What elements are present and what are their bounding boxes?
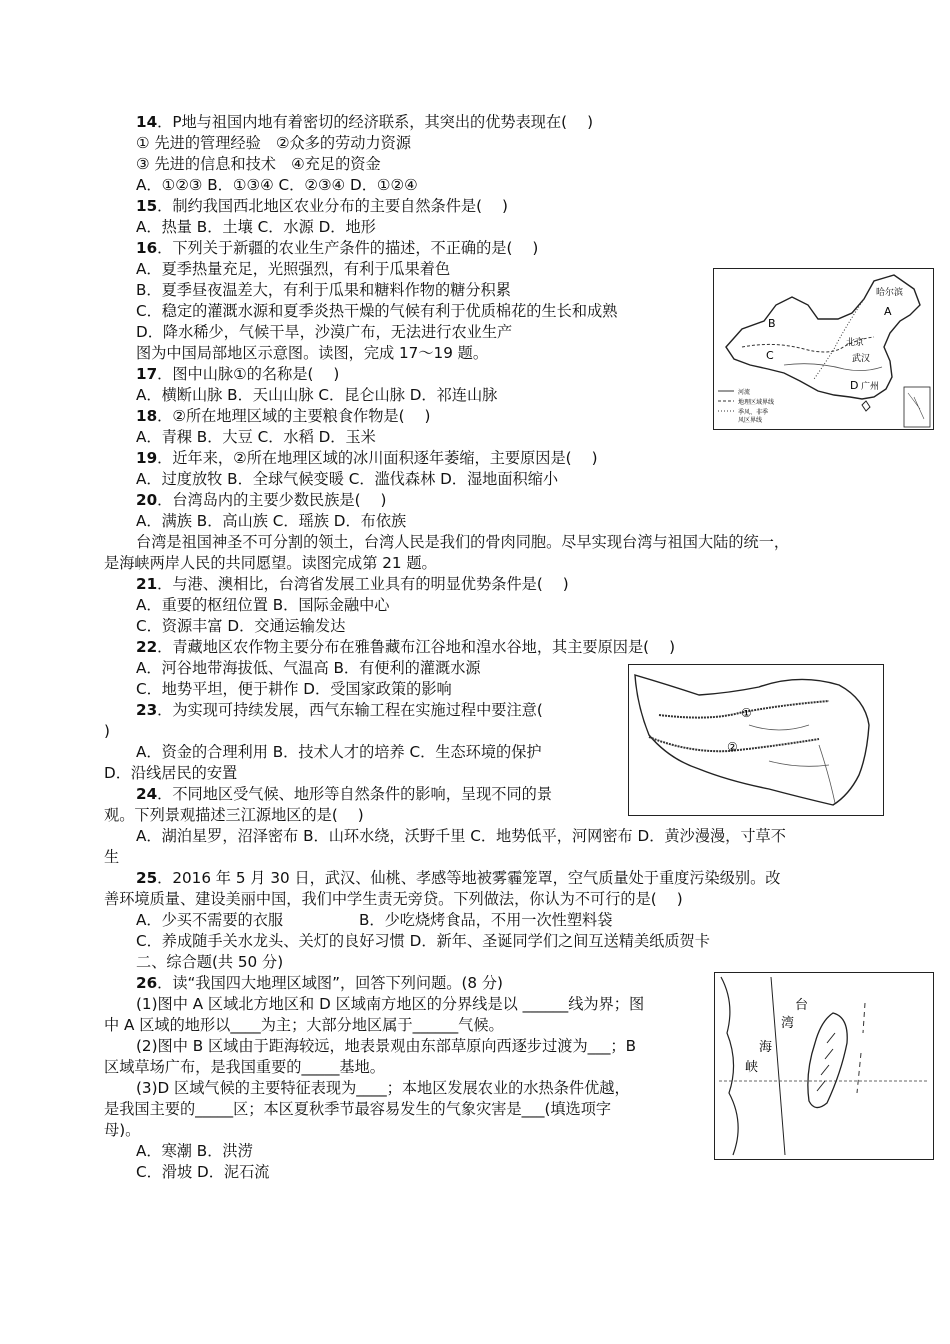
- label-tai: 台: [795, 998, 809, 1013]
- line-text: A．资金的合理利用 B．技术人才的培养 C．生态环境的保护: [136, 743, 542, 761]
- line-text: C．稳定的灌溉水源和夏季炎热干燥的气候有利于优质棉花的生长和成熟: [136, 302, 618, 320]
- text-line: [136, 1141, 253, 1162]
- text-line: [136, 973, 503, 994]
- text-line: [136, 994, 644, 1015]
- line-text: ．为实现可持续发展，西气东输工程在实施过程中要注意(: [157, 701, 543, 719]
- legend-monsoon-1: 季风、非季: [738, 409, 769, 416]
- line-text: A．①②③ B．①③④ C．②③④ D．①②④: [136, 176, 418, 194]
- taiwan-island: [808, 1013, 847, 1108]
- line-text: 二、综合题(共 50 分): [136, 953, 284, 971]
- text-line: [136, 343, 488, 364]
- label-guangzhou: 广州: [861, 382, 880, 392]
- text-line: [136, 910, 612, 931]
- line-text: A．热量 B．土壤 C．水源 D．地形: [136, 218, 376, 236]
- label-c: C: [766, 349, 774, 362]
- line-text: ．②所在地理区域的主要粮食作物是( ): [157, 407, 431, 425]
- text-line: [136, 301, 617, 322]
- text-line: [136, 511, 406, 532]
- line-text: ．台湾岛内的主要少数民族是( ): [157, 491, 387, 509]
- text-line: [104, 553, 437, 574]
- line-text: ．P地与祖国内地有着密切的经济联系，其突出的优势表现在( ): [157, 113, 594, 131]
- text-line: [136, 364, 339, 385]
- question-number: 15: [136, 197, 158, 215]
- line-text: ．下列关于新疆的农业生产条件的描述，不正确的是( ): [157, 239, 539, 257]
- legend-monsoon-2: 风区界线: [738, 417, 763, 424]
- line-text: ．图中山脉①的名称是( ): [157, 365, 340, 383]
- text-line: [104, 889, 683, 910]
- text-line: [104, 847, 119, 868]
- question-number: 19: [136, 449, 158, 467]
- line-text: ): [104, 722, 110, 740]
- line-text: A．过度放牧 B．全球气候变暖 C．滥伐森林 D．湿地面积缩小: [136, 470, 559, 488]
- mainland-coast: [721, 977, 738, 1155]
- text-line: [136, 469, 558, 490]
- text-line: [136, 952, 283, 973]
- text-line: [136, 406, 430, 427]
- text-line: [136, 280, 511, 301]
- text-line: [104, 1057, 385, 1078]
- line-text: A．河谷地带海拔低、气温高 B．有便利的灌溉水源: [136, 659, 481, 677]
- text-line: [136, 574, 569, 595]
- line-text: B．夏季昼夜温差大，有利于瓜果和糖料作物的糖分积累: [136, 281, 511, 299]
- line-text: 台湾是祖国神圣不可分割的领土，台湾人民是我们的骨肉同胞。尽早实现台湾与祖国大陆的统一，: [136, 533, 790, 551]
- line-text: (3)D 区域气候的主要特征表现为____；本地区发展农业的水热条件优越，: [136, 1079, 630, 1097]
- text-line: [136, 700, 543, 721]
- line-text: ．2016 年 5 月 30 日，武汉、仙桃、孝感等地被雾霾笼罩，空气质量处于重度污染级别。改: [157, 869, 781, 887]
- label-a: A: [884, 305, 892, 318]
- question-number: 14: [136, 113, 158, 131]
- text-line: [104, 721, 110, 742]
- label-beijing: 北京: [846, 338, 865, 348]
- river-lines: [749, 725, 835, 803]
- text-line: [136, 259, 450, 280]
- text-line: [136, 595, 389, 616]
- plateau-outline: [635, 675, 869, 805]
- line-text: (2)图中 B 区域由于距海较远，地表景观由东部草原向西逐步过渡为___；B: [136, 1037, 637, 1055]
- text-line: [136, 322, 512, 343]
- question-number: 18: [136, 407, 158, 425]
- line-text: C．滑坡 D．泥石流: [136, 1163, 270, 1181]
- line-text: ．不同地区受气候、地形等自然条件的影响，呈现不同的景: [157, 785, 553, 803]
- label-hai: 海: [759, 1040, 773, 1055]
- label-xia: 峡: [745, 1060, 759, 1075]
- line-text: A．重要的枢纽位置 B．国际金融中心: [136, 596, 390, 614]
- line-text: A．寒潮 B．洪涝: [136, 1142, 253, 1160]
- line-text: 图为中国局部地区示意图。读图，完成 17～19 题。: [136, 344, 489, 362]
- island-mountains: [817, 1033, 835, 1091]
- line-text: A．夏季热量充足，光照强烈，有利于瓜果着色: [136, 260, 451, 278]
- dashed-boundary: [857, 1003, 865, 1093]
- text-line: [136, 196, 508, 217]
- question-number: 24: [136, 785, 158, 803]
- label-b: B: [768, 317, 776, 330]
- line-text: D．沿线居民的安置: [104, 764, 238, 782]
- meridian-line: [771, 977, 785, 1155]
- china-regions-map: [713, 268, 934, 430]
- label-d: D: [850, 379, 859, 392]
- text-line: [136, 616, 345, 637]
- line-text: C．养成随手关水龙头、关灯的良好习惯 D．新年、圣诞同学们之间互送精美纸质贺卡: [136, 932, 710, 950]
- text-line: [104, 805, 364, 826]
- text-line: [136, 1078, 630, 1099]
- line-text: ．与港、澳相比，台湾省发展工业具有的明显优势条件是( ): [157, 575, 569, 593]
- line-text: A．横断山脉 B．天山山脉 C．昆仑山脉 D．祁连山脉: [136, 386, 498, 404]
- text-line: [136, 784, 552, 805]
- line-text: 区域草场广布，是我国重要的_____基地。: [104, 1058, 385, 1076]
- line-text: 生: [104, 848, 120, 866]
- text-line: [136, 154, 381, 175]
- text-line: [136, 133, 411, 154]
- taiwan-map: [714, 972, 934, 1160]
- question-number: 23: [136, 701, 158, 719]
- text-line: [136, 490, 386, 511]
- line-text: 中 A 区域的地形以____为主；大部分地区属于______气候。: [104, 1016, 504, 1034]
- line-text: C．资源丰富 D．交通运输发达: [136, 617, 346, 635]
- line-text: D．降水稀少，气候干旱，沙漠广布，无法进行农业生产: [136, 323, 513, 341]
- text-line: [136, 532, 789, 553]
- line-text: 是海峡两岸人民的共同愿望。读图完成第 21 题。: [104, 554, 437, 572]
- text-line: [136, 1162, 269, 1183]
- island-shape: [862, 401, 870, 411]
- text-line: [136, 658, 481, 679]
- line-text: ．读“我国四大地理区域图”，回答下列问题。(8 分): [157, 974, 503, 992]
- tibet-map: [628, 664, 884, 816]
- text-line: [136, 112, 593, 133]
- line-text: ③ 先进的信息和技术 ④充足的资金: [136, 155, 381, 173]
- text-line: [136, 637, 675, 658]
- text-line: [136, 679, 452, 700]
- line-text: A．少买不需要的衣服 B．少吃烧烤食品，不用一次性塑料袋: [136, 911, 613, 929]
- text-line: [104, 1015, 504, 1036]
- text-line: [136, 238, 538, 259]
- line-text: A．满族 B．高山族 C．瑶族 D．布依族: [136, 512, 407, 530]
- line-text: 母)。: [104, 1121, 141, 1139]
- line-text: 善环境质量、建设美丽中国，我们中学生责无旁贷。下列做法，你认为不可行的是( ): [104, 890, 683, 908]
- line-text: C．地势平坦，便于耕作 D．受国家政策的影响: [136, 680, 452, 698]
- line-text: 是我国主要的_____区；本区夏秋季节最容易发生的气象灾害是___(填选项字: [104, 1100, 612, 1118]
- label-mountain-2: ②: [727, 740, 738, 754]
- line-text: (1)图中 A 区域北方地区和 D 区域南方地区的分界线是以 ______线为界；图: [136, 995, 645, 1013]
- label-mountain-1: ①: [741, 706, 752, 720]
- text-line: [136, 1036, 636, 1057]
- line-text: 观。下列景观描述三江源地区的是( ): [104, 806, 364, 824]
- text-line: [136, 427, 376, 448]
- question-number: 21: [136, 575, 158, 593]
- text-line: [136, 868, 780, 889]
- text-line: [136, 742, 542, 763]
- label-wuhan: 武汉: [852, 354, 871, 364]
- question-number: 20: [136, 491, 158, 509]
- label-harbin: 哈尔滨: [876, 288, 904, 298]
- text-line: [104, 1099, 611, 1120]
- text-line: [104, 1120, 140, 1141]
- legend-boundary: 地理区域界线: [738, 399, 775, 406]
- line-text: A．湖泊星罗，沼泽密布 B．山环水绕，沃野千里 C．地势低平，河网密布 D．黄沙漫漫，寸草不: [136, 827, 786, 845]
- line-text: ① 先进的管理经验 ②众多的劳动力资源: [136, 134, 412, 152]
- line-text: ．制约我国西北地区农业分布的主要自然条件是( ): [157, 197, 508, 215]
- south-sea-inset: [908, 393, 924, 419]
- text-line: [136, 826, 786, 847]
- legend-river: 河流: [738, 389, 751, 396]
- question-number: 16: [136, 239, 158, 257]
- line-text: ．近年来，②所在地理区域的冰川面积逐年萎缩，主要原因是( ): [157, 449, 598, 467]
- text-line: [136, 448, 598, 469]
- text-line: [136, 217, 376, 238]
- line-text: A．青稞 B．大豆 C．水稻 D．玉米: [136, 428, 376, 446]
- question-number: 22: [136, 638, 158, 656]
- text-line: [136, 175, 418, 196]
- text-line: [136, 931, 710, 952]
- question-number: 17: [136, 365, 158, 383]
- river-line: [784, 364, 882, 371]
- text-line: [104, 763, 237, 784]
- label-wan: 湾: [781, 1016, 795, 1031]
- line-text: ．青藏地区农作物主要分布在雅鲁藏布江谷地和湟水谷地，其主要原因是( ): [157, 638, 676, 656]
- question-number: 26: [136, 974, 158, 992]
- text-line: [136, 385, 497, 406]
- question-number: 25: [136, 869, 158, 887]
